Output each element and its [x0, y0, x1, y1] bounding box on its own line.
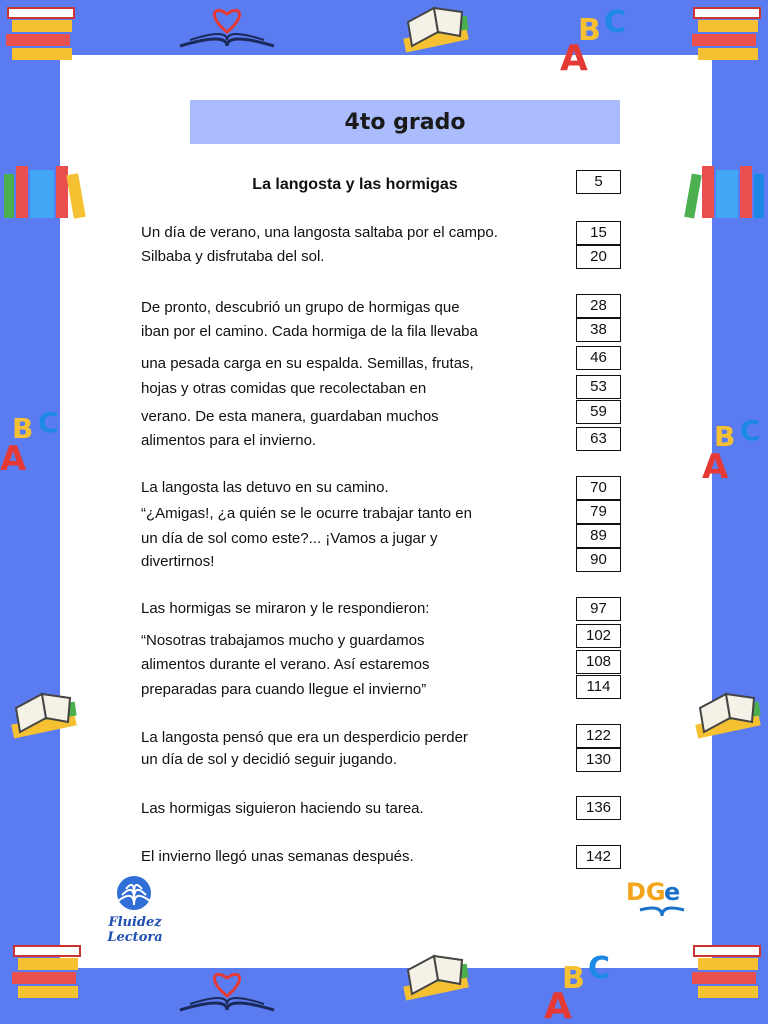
word-count-box: 28 [576, 294, 621, 318]
text-line: Las hormigas siguieron haciendo su tarea. [141, 800, 424, 817]
svg-text:C: C [38, 406, 59, 439]
heart-book-icon [172, 966, 282, 1016]
book-fan-icon [112, 875, 156, 915]
open-book-icon [398, 950, 474, 1016]
dge-logo-dg: DG [626, 878, 666, 906]
text-line: verano. De esta manera, guardaban muchos [141, 408, 439, 425]
svg-text:B: B [562, 961, 585, 996]
word-count-box: 15 [576, 221, 621, 245]
books-stack-icon [690, 6, 764, 64]
text-line: Un día de verano, una langosta saltaba por el campo. [141, 224, 498, 241]
open-book-icon [398, 2, 474, 68]
abc-letters-icon [700, 402, 768, 482]
svg-text:A: A [702, 447, 729, 482]
books-stack-icon [690, 944, 766, 1006]
word-count-box: 46 [576, 346, 621, 370]
fluidez-lectora-label: Fluidez Lectora [107, 915, 163, 945]
svg-text:B: B [12, 412, 34, 445]
text-line: un día de sol y decidió seguir jugando. [141, 751, 398, 768]
text-line: La langosta las detuvo en su camino. [141, 479, 389, 496]
grade-banner [190, 100, 620, 144]
text-line: El invierno llegó unas semanas después. [141, 848, 414, 865]
text-line: “¿Amigas!, ¿a quién se le ocurre trabajar tanto en [141, 505, 472, 522]
text-line: iban por el camino. Cada hormiga de la fila llevaba [141, 323, 478, 340]
text-line: De pronto, descubrió un grupo de hormigas que [141, 299, 460, 316]
text-line: divertirnos! [141, 553, 215, 570]
abc-letters-icon [540, 944, 624, 1022]
text-line: La langosta pensó que era un desperdicio perder [141, 729, 468, 746]
word-count-box: 122 [576, 724, 621, 748]
word-count-box: 59 [576, 400, 621, 424]
text-line: “Nosotras trabajamos mucho y guardamos [141, 632, 425, 649]
svg-text:B: B [714, 420, 736, 453]
text-line: Silbaba y disfrutaba del sol. [141, 248, 325, 265]
svg-text:C: C [588, 951, 611, 986]
open-book-icon [690, 688, 766, 754]
word-count-box: 97 [576, 597, 621, 621]
text-line: una pesada carga en su espalda. Semillas, frutas, [141, 355, 474, 372]
word-count-box: 5 [576, 170, 621, 194]
word-count-box: 70 [576, 476, 621, 500]
word-count-box: 38 [576, 318, 621, 342]
word-count-box: 102 [576, 624, 621, 648]
text-line: hojas y otras comidas que recolectaban en [141, 380, 427, 397]
word-count-box: 136 [576, 796, 621, 820]
svg-text:A: A [0, 439, 27, 476]
fluidez-lectora-logo [80, 875, 190, 945]
grade-title: 4to grado [344, 109, 466, 135]
text-line: alimentos para el invierno. [141, 432, 317, 449]
dge-logo [622, 876, 702, 922]
word-count-box: 114 [576, 675, 621, 699]
text-line: alimentos durante el verano. Así estaremos [141, 656, 430, 673]
svg-text:C: C [604, 5, 627, 40]
svg-text:C: C [740, 414, 761, 447]
open-book-icon [638, 906, 686, 920]
abc-letters-icon [556, 2, 640, 74]
books-row-icon [684, 160, 768, 220]
text-line: preparadas para cuando llegue el invierno” [141, 681, 427, 698]
dge-logo-e: e [664, 878, 681, 906]
word-count-box: 108 [576, 650, 621, 674]
story-title: La langosta y las hormigas [252, 176, 458, 193]
svg-text:A: A [560, 38, 588, 74]
word-count-box: 142 [576, 845, 621, 869]
books-stack-icon [4, 6, 78, 64]
books-stack-icon [10, 944, 86, 1006]
abc-letters-icon [0, 398, 72, 476]
word-count-box: 90 [576, 548, 621, 572]
text-line: un día de sol como este?... ¡Vamos a jugar y [141, 530, 438, 547]
text-line: Las hormigas se miraron y le respondieron: [141, 600, 430, 617]
word-count-box: 79 [576, 500, 621, 524]
svg-text:B: B [578, 13, 601, 48]
word-count-box: 53 [576, 375, 621, 399]
word-count-box: 20 [576, 245, 621, 269]
books-row-icon [0, 160, 90, 220]
svg-text:A: A [544, 986, 572, 1022]
word-count-box: 130 [576, 748, 621, 772]
word-count-box: 89 [576, 524, 621, 548]
word-count-box: 63 [576, 427, 621, 451]
open-book-icon [6, 688, 82, 754]
heart-book-icon [172, 2, 282, 52]
